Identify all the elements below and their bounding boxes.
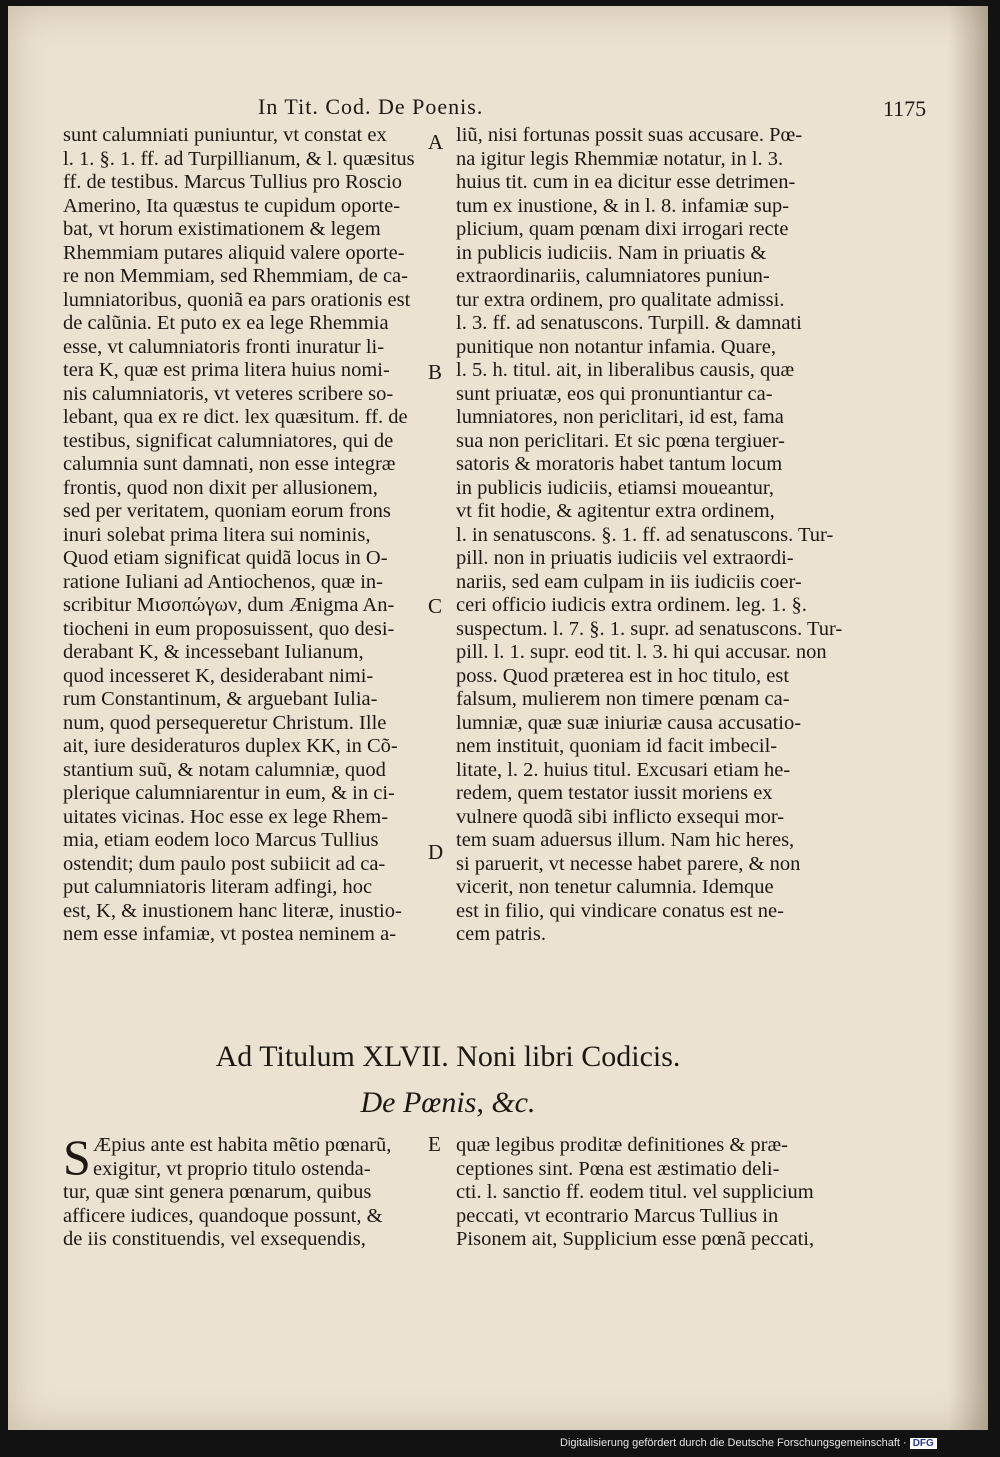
- text-line: quod incesseret K, desiderabant nimi-: [63, 664, 374, 687]
- text-line: vicerit, non tenetur calumnia. Idemque: [456, 876, 774, 898]
- text-line: rum Constantinum, & arguebant Iulia-: [63, 688, 378, 710]
- text-line: put calumniatoris literam adfingi, hoc: [63, 876, 373, 898]
- text-line: si paruerit, vt necesse habet parere, & non: [456, 852, 801, 875]
- running-header: In Tit. Cod. De Poenis.: [258, 94, 484, 119]
- text-line: satoris & moratoris habet tantum locum: [456, 453, 783, 475]
- text-line: cti. l. sanctio ff. eodem titul. vel supplicium: [456, 1181, 814, 1203]
- text-line: tur, quæ sint genera pœnarum, quibus: [63, 1181, 372, 1203]
- text-line: suspectum. l. 7. §. 1. supr. ad senatuscons. Tur-: [456, 617, 843, 640]
- right-column-top: [456, 124, 843, 947]
- left-column-top: [63, 124, 423, 947]
- text-line: tiocheni in eum proposuissent, quo desi-: [63, 617, 395, 640]
- text-line: de iis constituendis, vel exsequendis,: [63, 1228, 366, 1250]
- text-line: re non Memmiam, sed Rhemmiam, de ca-: [63, 265, 408, 287]
- text-line: tem suam aduersus illum. Nam hic heres,: [456, 829, 795, 851]
- text-line: tur extra ordinem, pro qualitate admissi.: [456, 288, 785, 311]
- text-line: nariis, sed eam culpam in iis iudiciis coer-: [456, 570, 802, 593]
- text-line: calumnia sunt damnati, non esse integræ: [63, 453, 396, 475]
- section-subtitle: De Pœnis, &c.: [360, 1086, 536, 1119]
- text-line: l. in senatuscons. §. 1. ff. ad senatuscons. Tur-: [456, 523, 834, 546]
- text-line: nem instituit, quoniam id facit imbecil-: [456, 735, 778, 757]
- section-title: Ad Titulum XLVII. Noni libri Codicis.: [215, 1040, 681, 1073]
- text-line: ait, iure desideraturos duplex KK, in Cõ-: [63, 735, 398, 757]
- folio-number: 1175: [883, 96, 927, 121]
- text-line: exigitur, vt proprio titulo ostenda-: [93, 1157, 371, 1180]
- text-line: plerique calumniarentur in eum, & in ci-: [63, 782, 395, 804]
- text-line: ostendit; dum paulo post subiicit ad ca-: [63, 852, 386, 875]
- text-line: sunt calumniati puniuntur, vt constat ex: [63, 124, 387, 146]
- text-line: vulnere quodã sibi inflicto exsequi mor-: [456, 805, 785, 828]
- margin-marker-c: C: [428, 594, 443, 618]
- left-column-bottom: [63, 1129, 423, 1252]
- text-line: pill. l. 1. supr. eod tit. l. 3. hi qui accusar. non: [456, 641, 827, 663]
- text-line: huius tit. cum in ea dicitur esse detrimen-: [456, 171, 796, 193]
- text-line: uitates vicinas. Hoc esse ex lege Rhem-: [63, 805, 389, 828]
- text-line: vt fit hodie, & agitentur extra ordinem,: [456, 500, 775, 522]
- margin-marker-d: D: [428, 840, 444, 864]
- margin-marker-b: B: [428, 360, 443, 384]
- text-line: litate, l. 2. huius titul. Excusari etiam he-: [456, 758, 791, 781]
- text-line: tum ex inustione, & in l. 8. infamiæ sup-: [456, 194, 790, 217]
- text-line: stantium suũ, & notam calumniæ, quod: [63, 758, 386, 781]
- text-line: extraordinariis, calumniatores puniun-: [456, 265, 770, 287]
- text-line: pill. non in priuatis iudiciis vel extraordi-: [456, 547, 794, 569]
- text-line: num, quod persequeretur Christum. Ille: [63, 711, 387, 734]
- text-line: ratione Iuliani ad Antiochenos, quæ in-: [63, 570, 383, 593]
- text-line: redem, quem testator iussit moriens ex: [456, 782, 773, 804]
- text-line: est, K, & inustionem hanc literæ, inustio-: [63, 899, 402, 922]
- margin-marker-e: E: [428, 1132, 441, 1156]
- text-line: l. 1. §. 1. ff. ad Turpillianum, & l. quæsitus: [63, 147, 415, 170]
- text-line: l. 5. h. titul. ait, in liberalibus causis, quæ: [456, 359, 795, 381]
- text-line: Æpius ante est habita mẽtio pœnarũ,: [93, 1134, 392, 1156]
- dfg-logo: DFG: [910, 1438, 937, 1449]
- right-column-bottom: [456, 1134, 818, 1252]
- text-line: sed per veritatem, quoniam eorum frons: [63, 500, 391, 522]
- text-line: punitique non notantur infamia. Quare,: [456, 335, 776, 358]
- text-line: bat, vt horum existimationem & legem: [63, 218, 381, 240]
- text-line: lumniatoribus, quoniã ea pars orationis est: [63, 288, 411, 311]
- text-line: in publicis iudiciis, etiamsi moueantur,: [456, 476, 775, 499]
- text-line: scribitur Μισοπώγων, dum Ænigma An-: [63, 594, 395, 616]
- text-line: ff. de testibus. Marcus Tullius pro Roscio: [63, 171, 403, 193]
- text-line: est in filio, qui vindicare conatus est ne-: [456, 899, 784, 922]
- text-line: lebant, qua ex re dict. lex quæsitum. ff. de: [63, 406, 408, 428]
- text-line: Pisonem ait, Supplicium esse pœnã peccati,: [456, 1228, 815, 1250]
- text-line: plicium, quam pœnam dixi irrogari recte: [456, 218, 789, 240]
- text-line: derabant K, & incessebant Iulianum,: [63, 641, 364, 663]
- text-line: ceri officio iudicis extra ordinem. leg. 1. §.: [456, 594, 807, 616]
- text-line: sunt priuatæ, eos qui pronuntiantur ca-: [456, 382, 773, 405]
- text-line: liũ, nisi fortunas possit suas accusare. Pœ-: [456, 124, 803, 146]
- text-line: Rhemmiam putares aliquid valere oporte-: [63, 241, 405, 264]
- digitization-credit: [560, 1437, 937, 1449]
- text-line: poss. Quod præterea est in hoc titulo, est: [456, 664, 790, 687]
- text-line: Quod etiam significat quidã locus in O-: [63, 547, 388, 569]
- text-line: testibus, significat calumniatores, qui de: [63, 429, 394, 452]
- text-line: l. 3. ff. ad senatuscons. Turpill. & damnati: [456, 312, 802, 334]
- text-line: lumniatores, non periclitari, id est, fama: [456, 406, 784, 428]
- text-line: nem esse infamiæ, vt postea neminem a-: [63, 923, 397, 945]
- text-line: frontis, quod non dixit per allusionem,: [63, 476, 378, 499]
- text-line: in publicis iudiciis. Nam in priuatis &: [456, 241, 767, 264]
- margin-marker-a: A: [428, 130, 444, 154]
- text-line: ceptiones sint. Pœna est æstimatio deli-: [456, 1157, 780, 1180]
- text-line: afficere iudices, quandoque possunt, &: [63, 1204, 383, 1227]
- text-line: Amerino, Ita quæstus te cupidum oporte-: [63, 194, 401, 217]
- drop-cap: S: [63, 1129, 91, 1185]
- text-line: de calũnia. Et puto ex ea lege Rhemmia: [63, 312, 389, 334]
- text-line: na igitur legis Rhemmiæ notatur, in l. 3.: [456, 147, 784, 170]
- text-line: nis calumniatoris, vt veteres scribere so-: [63, 382, 394, 405]
- text-line: lumniæ, quæ suæ iniuriæ causa accusatio-: [456, 711, 802, 734]
- text-line: falsum, mulierem non timere pœnam ca-: [456, 688, 790, 710]
- text-line: cem patris.: [456, 923, 546, 945]
- book-page: [8, 6, 988, 1430]
- text-line: sua non periclitari. Et sic pœna tergiuer-: [456, 429, 785, 452]
- text-line: tera K, quæ est prima litera huius nomi-: [63, 359, 390, 381]
- text-line: peccati, vt econtrario Marcus Tullius in: [456, 1204, 779, 1227]
- credit-text: Digitalisierung gefördert durch die Deutsche Forschungsgemeinschaft ·: [560, 1437, 907, 1449]
- text-line: inuri solebat prima litera sui nominis,: [63, 523, 371, 546]
- text-line: quæ legibus proditæ definitiones & præ-: [456, 1134, 788, 1156]
- text-line: esse, vt calumniatoris fronti inuratur li-: [63, 335, 385, 358]
- text-line: mia, etiam eodem loco Marcus Tullius: [63, 829, 379, 851]
